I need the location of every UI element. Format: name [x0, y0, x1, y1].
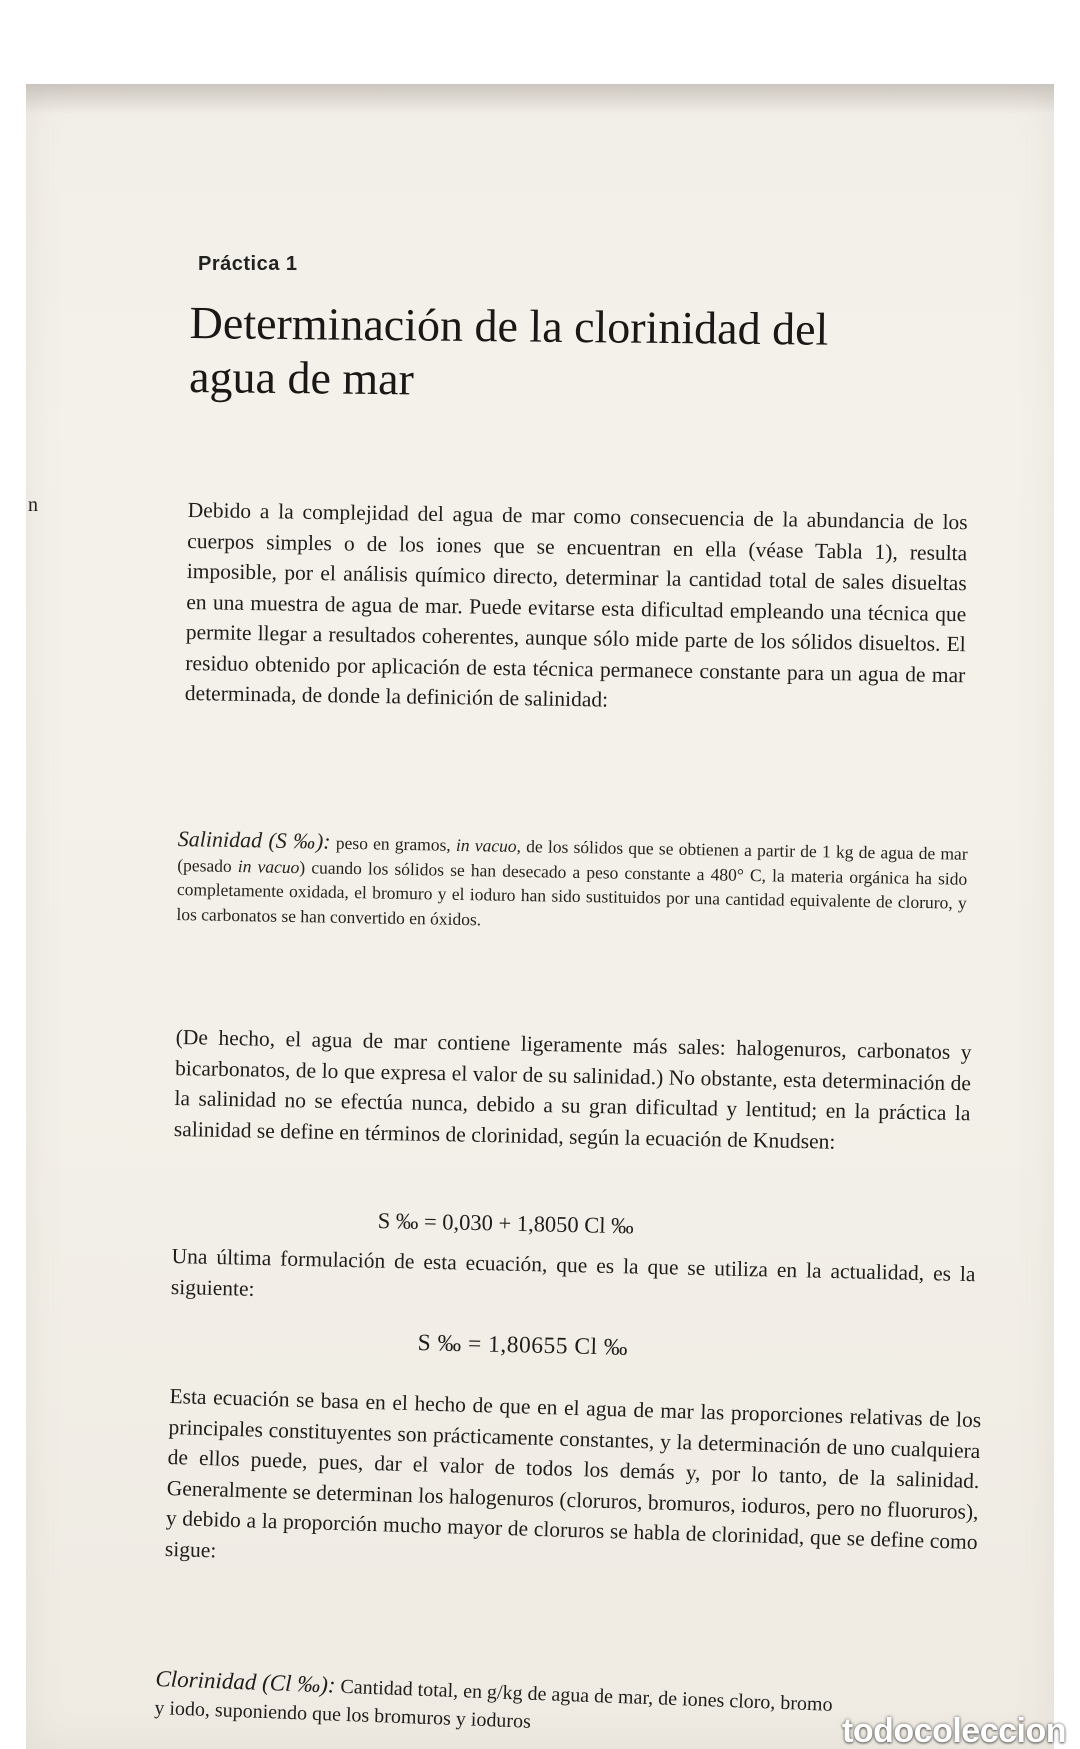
salinity-em-b: in vacuo: [237, 855, 300, 877]
current-equation: S ‰ = 1,80655 Cl ‰: [417, 1330, 629, 1361]
watermark-logo: todocoleccion: [842, 1712, 1066, 1749]
chlorinity-term: Clorinidad (Cl ‰):: [155, 1665, 337, 1698]
intro-paragraph: Debido a la complejidad del agua de mar como consecuencia de la abundancia de los cuerpos simples o de los iones que se encuentran en ella (véase Tabla 1), resulta imposible, por el análisis químico directo, determinar la cantidad total de sales disueltas en una muestra de agua de mar. Puede evitarse esta dificultad empleando una técnica que permite llegar a resultados coherentes, aunque sólo mide parte de los sólidos disueltos. El residuo obtenido por aplicación de esta técnica permanece constante para un agua de mar determinada, de donde la definición de salinidad:: [184, 497, 968, 712]
knudsen-paragraph: (De hecho, el agua de mar contiene ligeramente más sales: halogenuros, carbonatos y bicarbonatos, de lo que expresa el valor de su salinidad.) No obstante, esta determinación de la salinidad no se efectúa nunca, debido a su gran dificultad y lentitud; en la práctica la salinidad se define en términos de clorinidad, según la ecuación de Knudsen:: [173, 1024, 972, 1154]
salinity-text-a: peso en gramos,: [330, 832, 457, 855]
constituents-paragraph: Esta ecuación se basa en el hecho de que en el agua de mar las proporciones relativas de los principales constituyentes son prácticamente constantes, y la determinación de uno cualquiera de ellos puede, pues, dar el valor de todos los demás y, por lo tanto, de la salinidad. Generalmente se determinan los halogenuros (cloruros, bromuros, ioduros, pero no fluoruros), y debido a la proporción mucho mayor de cloruros se habla de clorinidad, que se define como sigue:: [164, 1383, 982, 1562]
salinity-text-b: , de los sólidos que se obtienen a partir de 1 kg de agua de mar (pesado: [177, 835, 968, 876]
page-title: Determinación de la clorinidad del agua de mar: [188, 296, 829, 405]
knudsen-equation: S ‰ = 0,030 + 1,8050 Cl ‰: [377, 1208, 634, 1239]
salinity-definition: [176, 827, 968, 940]
formulation-paragraph: Una última formulación de esta ecuación, que es la que se utiliza en la actualidad, es la siguiente:: [170, 1243, 976, 1301]
margin-mark: n: [28, 494, 38, 516]
salinity-em-a: in vacuo: [455, 834, 517, 856]
chlorinity-line-1: Cantidad total, en g/kg de agua de mar, de iones cloro, bromo: [335, 1675, 833, 1716]
chlorinity-line-2: y iodo, suponiendo que los bromuros y ioduros: [154, 1696, 532, 1733]
salinity-term: Salinidad (S ‰):: [177, 826, 331, 854]
section-label: Práctica 1: [198, 253, 298, 275]
salinity-text-c: ) cuando los sólidos se han desecado a peso constante a 480° C, la materia orgánica ha sido completamente oxidada, el bromuro y el ioduro han sido sustituidos por una cantidad equivalente de cloruro, y los carbonatos se han convertido en óxidos.: [176, 856, 968, 929]
